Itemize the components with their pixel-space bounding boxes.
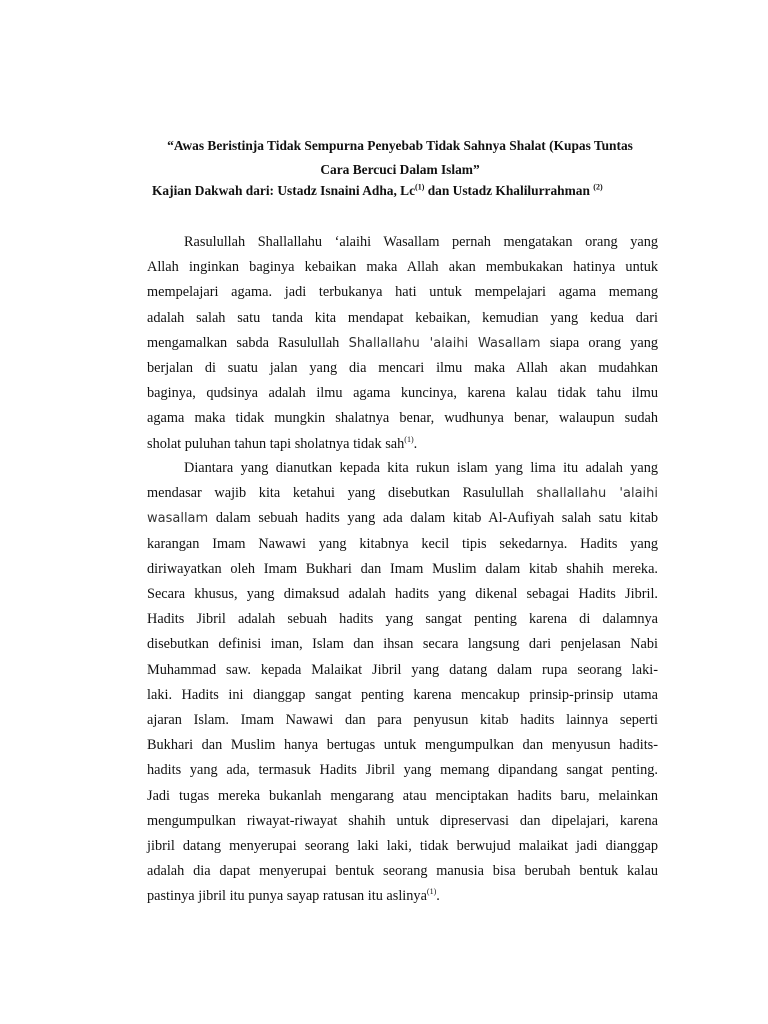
paragraph-line: Jadi tugas mereka bukanlah mengarang atau menciptakan hadits baru, melainkan [147,787,658,804]
line-segment: . [413,435,418,452]
paragraph-line: Allah inginkan baginya kebaikan maka Allah akan membukakan hatinya untuk [147,259,658,276]
paragraph-line: laki. Hadits ini dianggap sangat penting karena mencakup prinsip-prinsip utama [147,686,658,703]
paragraph-line: Rasulullah Shallallahu ‘alaihi Wasallam pernah mengatakan orang yang [184,234,658,250]
paragraph-line: berjalan di suatu jalan yang dia mencari ilmu maka Allah akan mudahkan [147,360,658,377]
paragraph-line: mengumpulkan riwayat-riwayat shahih untuk dipreservasi dan dipelajari, karena [147,812,658,829]
line-segment: dalam sebuah hadits yang ada dalam kitab Al-Aufiyah salah satu kitab [208,510,658,527]
footnote-ref: (2) [593,182,603,192]
paragraph-line: agama maka tidak mungkin shalatnya benar, wudhunya benar, walaupun sudah [147,410,658,427]
paragraph-2 [147,456,658,910]
paragraph-line: mempelajari agama. jadi terbukanya hati untuk mempelajari agama memang [147,284,658,301]
paragraph-line: Muhammad saw. kepada Malaikat Jibril yang datang dalam rupa seorang laki- [147,661,658,678]
paragraph-line: ajaran Islam. Imam Nawawi dan para penyusun kitab hadits lainnya seperti [147,712,658,729]
paragraph-line: Diantara yang dianutkan kepada kita rukun islam yang lima itu adalah yang [184,460,658,476]
paragraph-line: adalah salah satu tanda kita mendapat kebaikan, kemudian yang kedua dari [147,309,658,326]
line-segment: siapa orang yang [540,334,658,351]
honorific-text: Shallallahu 'alaihi Wasallam [348,335,541,351]
document-title-line-1: “Awas Beristinja Tidak Sempurna Penyebab Tidak Sahnya Shalat (Kupas Tuntas [167,138,633,153]
line-segment: . [436,888,440,905]
line-segment: mengamalkan sabda Rasulullah [147,334,349,351]
paragraph-1 [147,230,658,457]
paragraph-line [147,506,658,531]
line-segment: mendasar wajib kita ketahui yang disebutkan Rasulullah [147,485,537,502]
paragraph-line [147,432,658,457]
paragraph-line: karangan Imam Nawawi yang kitabnya kecil tipis sekedarnya. Hadits yang [147,535,658,552]
paragraph-line: Secara khusus, yang dimaksud adalah hadits yang dikenal sebagai Hadits Jibril. [147,586,658,603]
paragraph-line: jibril datang menyerupai seorang laki laki, tidak berwujud malaikat jadi dianggap [147,838,658,855]
paragraph-line [147,884,658,909]
honorific-text: shallallahu 'alaihi [536,486,658,502]
paragraph-line: hadits yang ada, termasuk Hadits Jibril yang memang dipandang sangat penting. [147,762,658,779]
paragraph-line [147,481,658,506]
honorific-text: wasallam [147,511,209,527]
footnote-ref: (1) [415,182,425,192]
paragraph-line [147,331,658,356]
line-segment: pastinya jibril itu punya sayap ratusan itu aslinya [147,888,427,905]
author-line [152,180,672,202]
paragraph-line: baginya, qudsinya adalah ilmu agama kuncinya, karena kalau tidak tahu ilmu [147,385,658,402]
author-prefix: Kajian Dakwah dari: Ustadz Isnaini Adha, Lc [152,183,416,198]
paragraph-line: Bukhari dan Muslim hanya bertugas untuk mengumpulkan dan menyusun hadits- [147,737,658,754]
paragraph-line: disebutkan definisi iman, Islam dan ihsan secara langsung dari penjelasan Nabi [147,636,658,653]
footnote-ref: (1) [426,887,437,897]
paragraph-line: diriwayatkan oleh Imam Bukhari dan Imam Muslim dalam kitab shahih mereka. [147,560,658,577]
paragraph-line: Hadits Jibril adalah sebuah hadits yang sangat penting karena di dalamnya [147,611,658,628]
footnote-ref: (1) [404,434,414,444]
document-title-line-2: Cara Bercuci Dalam Islam” [320,162,480,177]
paragraph-line: adalah dia dapat menyerupai bentuk seorang manusia bisa berubah bentuk kalau [147,863,658,880]
author-middle: dan Ustadz Khalilurrahman [424,183,594,198]
line-segment: sholat puluhan tahun tapi sholatnya tidak sah [147,435,405,452]
